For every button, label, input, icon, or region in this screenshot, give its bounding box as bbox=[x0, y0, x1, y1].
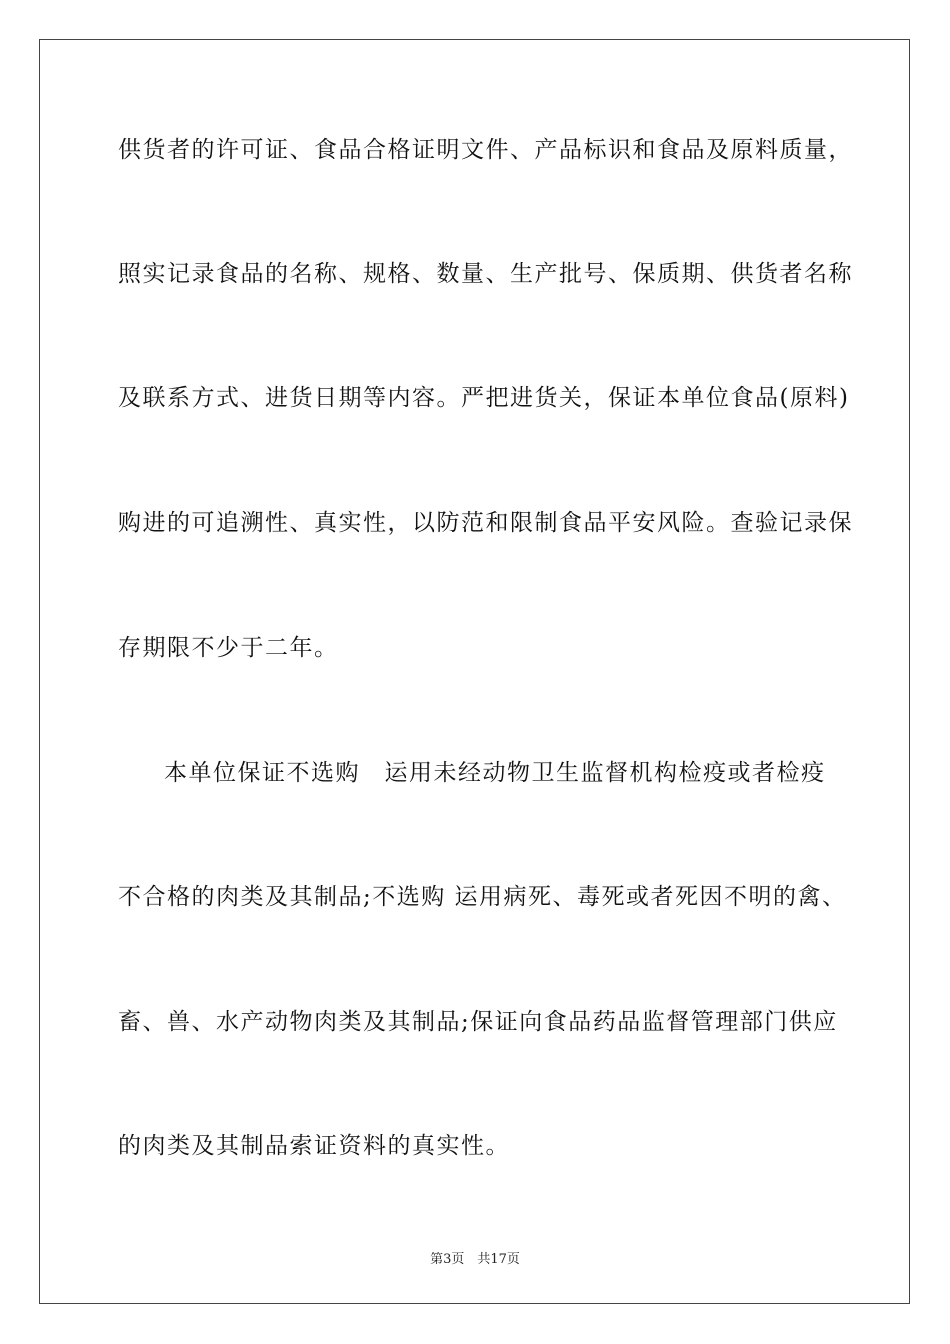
body-line-2: 照实记录食品的名称、规格、数量、生产批号、保质期、供货者名称 bbox=[118, 261, 853, 287]
page-number-footer: 第3页 共17页 bbox=[430, 1252, 520, 1267]
body-line-1: 供货者的许可证、食品合格证明文件、产品标识和食品及原料质量， bbox=[118, 137, 853, 163]
paragraph-2-line-3: 畜、兽、水产动物肉类及其制品;保证向食品药品监督管理部门供应 bbox=[118, 1009, 838, 1035]
body-line-4: 购进的可追溯性、真实性，以防范和限制食品平安风险。查验记录保 bbox=[118, 510, 853, 536]
paragraph-2-line-4: 的肉类及其制品索证资料的真实性。 bbox=[118, 1133, 510, 1159]
paragraph-2-line-2: 不合格的肉类及其制品;不选购 运用病死、毒死或者死因不明的禽、 bbox=[118, 884, 847, 910]
paragraph-2-line-1: 本单位保证不选购 运用未经动物卫生监督机构检疫或者检疫 bbox=[164, 760, 826, 786]
page-border bbox=[39, 39, 910, 1304]
body-line-5: 存期限不少于二年。 bbox=[118, 635, 339, 661]
body-line-3: 及联系方式、进货日期等内容。严把进货关，保证本单位食品(原料) bbox=[118, 385, 850, 411]
